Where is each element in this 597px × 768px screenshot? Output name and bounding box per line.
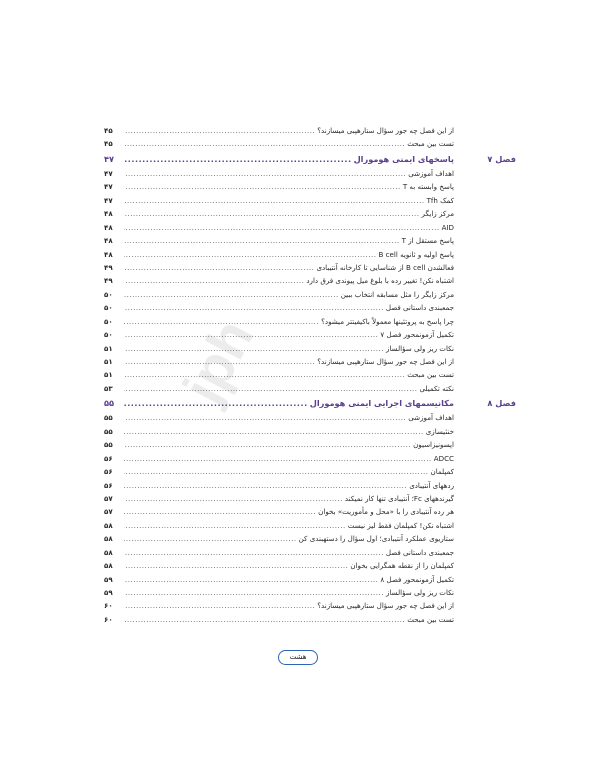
leader-dots — [124, 586, 384, 599]
page-number: ۵۶ — [104, 467, 113, 477]
chapter-number: فصل ۷ — [487, 153, 516, 164]
leader-dots — [124, 505, 316, 518]
toc-entry[interactable] — [104, 438, 516, 451]
page-number: ۵۹ — [104, 588, 113, 597]
chapter-title: پاسخهای ایمنی هومورال — [353, 153, 454, 164]
leader-dots — [124, 492, 343, 505]
entry-title: ستاریوی عملکرد آنتیبادی؛ اول سؤال را دستهبندی کن — [298, 534, 454, 544]
page-number: ۵۵ — [104, 426, 113, 436]
leader-dots — [124, 234, 400, 247]
entry-title: اپسونیزاسیون — [413, 440, 454, 450]
leader-dots — [124, 301, 384, 314]
toc-entry[interactable] — [104, 301, 516, 314]
page-number: ۵۵ — [104, 413, 113, 423]
toc-entry[interactable] — [104, 274, 516, 287]
page-number: ۵۷ — [104, 507, 113, 517]
toc-entry[interactable] — [104, 328, 516, 341]
leader-dots — [124, 315, 319, 328]
watermark: jph — [170, 308, 266, 413]
toc-entry[interactable] — [104, 532, 516, 545]
toc-entry[interactable] — [104, 194, 516, 207]
toc-entry[interactable] — [104, 207, 516, 220]
toc-entry[interactable] — [104, 425, 516, 438]
page-number: ۵۵ — [104, 398, 114, 409]
entry-title: AID — [441, 222, 454, 232]
leader-dots — [124, 532, 297, 545]
leader-dots — [124, 342, 384, 355]
entry-title: اشتباه نکن! کمپلمان فقط لیز نیست — [347, 520, 454, 530]
leader-dots — [124, 382, 418, 395]
entry-title: هر رده آنتیبادی را با «محل و مأموریت» بخوان — [318, 507, 454, 517]
chapter-heading[interactable] — [104, 395, 516, 411]
toc-entry[interactable] — [104, 505, 516, 518]
page-number: ۵۱ — [104, 357, 113, 366]
page-number: ۴۹ — [104, 262, 113, 272]
leader-dots — [124, 465, 429, 478]
chapter-number: فصل ۸ — [487, 398, 516, 409]
entry-title: کمپلمان — [430, 467, 454, 477]
toc-entry[interactable] — [104, 465, 516, 478]
entry-title: ردههای آنتیبادی — [409, 480, 454, 490]
entry-title: نکات ریز ولی سؤالساز — [386, 588, 454, 597]
entry-title: جمعبندی داستانی فصل — [385, 547, 454, 557]
entry-title: کمک Tfh — [426, 195, 454, 205]
leader-dots — [124, 328, 378, 341]
toc-entry[interactable] — [104, 248, 516, 261]
leader-dots — [124, 613, 405, 626]
page-number: ۵۱ — [104, 370, 113, 380]
leader-dots — [124, 137, 405, 150]
toc-entry[interactable] — [104, 559, 516, 572]
page-number: ۵۹ — [104, 574, 113, 584]
toc-entry[interactable] — [104, 492, 516, 505]
page-number: ۵۸ — [104, 561, 113, 571]
page-number: ۵۸ — [104, 520, 113, 530]
toc-entry[interactable] — [104, 452, 516, 465]
entry-title: مرکز زایگر — [421, 209, 454, 219]
page-number: ۵۰ — [104, 330, 113, 340]
entry-title: فعالشدن B cell از شناسایی تا کارخانه آنتیبادی — [316, 262, 454, 272]
page-number: ۴۷ — [104, 182, 113, 192]
page-number: ۵۰ — [104, 316, 113, 326]
entry-title: جمعبندی داستانی فصل — [385, 303, 454, 313]
page-number: ۴۸ — [104, 209, 113, 219]
toc-entry[interactable] — [104, 368, 516, 381]
entry-title: تست بین مبحث — [407, 614, 454, 624]
toc-entry[interactable] — [104, 546, 516, 559]
leader-dots — [124, 167, 406, 180]
entry-title: گیرندههای Fc؛ آنتیبادی تنها کار نمیکند — [344, 493, 454, 503]
page-number: ۴۸ — [104, 236, 113, 246]
toc-entry[interactable] — [104, 180, 516, 193]
toc-entry[interactable] — [104, 586, 516, 599]
entry-title: از این فصل چه جور سؤال ستارهپبی میسازند؟ — [317, 126, 454, 135]
leader-dots — [124, 207, 420, 220]
toc-entry[interactable] — [104, 519, 516, 532]
toc-entry[interactable] — [104, 167, 516, 180]
toc-entry[interactable] — [104, 124, 516, 137]
entry-title: پاسخ مستقل از T — [401, 236, 454, 246]
chapter-title: مکانیسمهای اجرایی ایمنی هومورال — [309, 398, 454, 409]
entry-title: مرکز زایگر را مثل مسابقه انتخاب ببین — [340, 289, 454, 299]
page-number: ۴۷ — [104, 153, 114, 164]
leader-dots — [124, 368, 405, 381]
table-of-contents — [104, 124, 516, 626]
entry-title: نکته تکمیلی — [419, 383, 454, 393]
toc-entry[interactable] — [104, 355, 516, 368]
leader-dots — [124, 288, 339, 301]
entry-title: اشتباه نکن! تغییر رده با بلوغ میل پیوندی فرق دارد — [306, 276, 454, 286]
leader-dots — [124, 425, 424, 438]
entry-title: تکمیل آزمونمحور فصل ۷ — [380, 330, 454, 340]
entry-title: اهداف آموزشی — [408, 413, 454, 423]
leader-dots — [124, 573, 378, 586]
entry-title: پاسخ وابسته به T — [402, 182, 454, 192]
leader-dots — [124, 124, 315, 137]
page-number: ۵۶ — [104, 480, 113, 490]
page-number: ۵۶ — [104, 453, 113, 463]
toc-entry[interactable] — [104, 221, 516, 234]
page-number-badge: هشت — [278, 650, 318, 665]
chapter-heading[interactable] — [104, 151, 516, 167]
toc-entry[interactable] — [104, 342, 516, 355]
page-number: ۵۸ — [104, 534, 113, 544]
page-number: ۴۷ — [104, 195, 113, 205]
entry-title: خنثیسازی — [425, 426, 454, 436]
page-number: ۴۵ — [104, 139, 113, 149]
page-number: ۴۹ — [104, 276, 113, 286]
toc-entry[interactable] — [104, 315, 516, 328]
leader-dots — [124, 274, 304, 287]
entry-title: از این فصل چه جور سؤال ستارهپبی میسازند؟ — [317, 357, 454, 366]
page-number: ۵۰ — [104, 303, 113, 313]
toc-entry[interactable] — [104, 613, 516, 626]
entry-title: تکمیل آزمونمحور فصل ۸ — [380, 574, 454, 584]
leader-dots — [124, 151, 352, 167]
toc-entry[interactable] — [104, 479, 516, 492]
page-number: ۴۷ — [104, 168, 113, 178]
entry-title: تست بین مبحث — [407, 370, 454, 380]
leader-dots — [124, 261, 314, 274]
page-number: ۴۵ — [104, 126, 113, 135]
leader-dots — [124, 599, 315, 612]
page-number: ۵۰ — [104, 289, 113, 299]
entry-title: نکات ریز ولی سؤالساز — [386, 343, 454, 353]
entry-title: از این فصل چه جور سؤال ستارهپبی میسازند؟ — [317, 601, 454, 611]
page-number: ۵۸ — [104, 547, 113, 557]
page-number: ۵۵ — [104, 440, 113, 450]
leader-dots — [124, 438, 411, 451]
toc-entry[interactable] — [104, 137, 516, 150]
toc-entry[interactable] — [104, 234, 516, 247]
page-number: ۵۱ — [104, 343, 113, 353]
leader-dots — [124, 559, 348, 572]
leader-dots — [124, 355, 315, 368]
page-number: ۶۰ — [104, 614, 113, 624]
entry-title: اهداف آموزشی — [408, 168, 454, 178]
leader-dots — [124, 546, 384, 559]
entry-title: پاسخ اولیه و ثانویه B cell — [378, 249, 454, 259]
leader-dots — [124, 221, 440, 234]
leader-dots — [124, 248, 377, 261]
toc-entry[interactable] — [104, 411, 516, 424]
leader-dots — [124, 395, 308, 411]
toc-entry[interactable] — [104, 599, 516, 612]
entry-title: تست بین مبحث — [407, 139, 454, 149]
entry-title: ADCC — [433, 453, 454, 463]
leader-dots — [124, 194, 425, 207]
leader-dots — [124, 479, 407, 492]
toc-entry[interactable] — [104, 261, 516, 274]
leader-dots — [124, 519, 346, 532]
toc-entry[interactable] — [104, 573, 516, 586]
page-number: ۶۰ — [104, 601, 113, 611]
page-number: ۴۸ — [104, 249, 113, 259]
page-number: ۵۷ — [104, 493, 113, 503]
entry-title: کمپلمان را از نقطه همگرایی بخوان — [350, 561, 454, 571]
leader-dots — [124, 411, 406, 424]
page-number: ۵۳ — [104, 383, 113, 393]
entry-title: چرا پاسخ به پروتئینها معمولاً باکیفیتتر میشود؟ — [321, 316, 454, 326]
leader-dots — [124, 180, 401, 193]
toc-entry[interactable] — [104, 382, 516, 395]
leader-dots — [124, 452, 432, 465]
page-number: ۴۸ — [104, 222, 113, 232]
toc-entry[interactable] — [104, 288, 516, 301]
